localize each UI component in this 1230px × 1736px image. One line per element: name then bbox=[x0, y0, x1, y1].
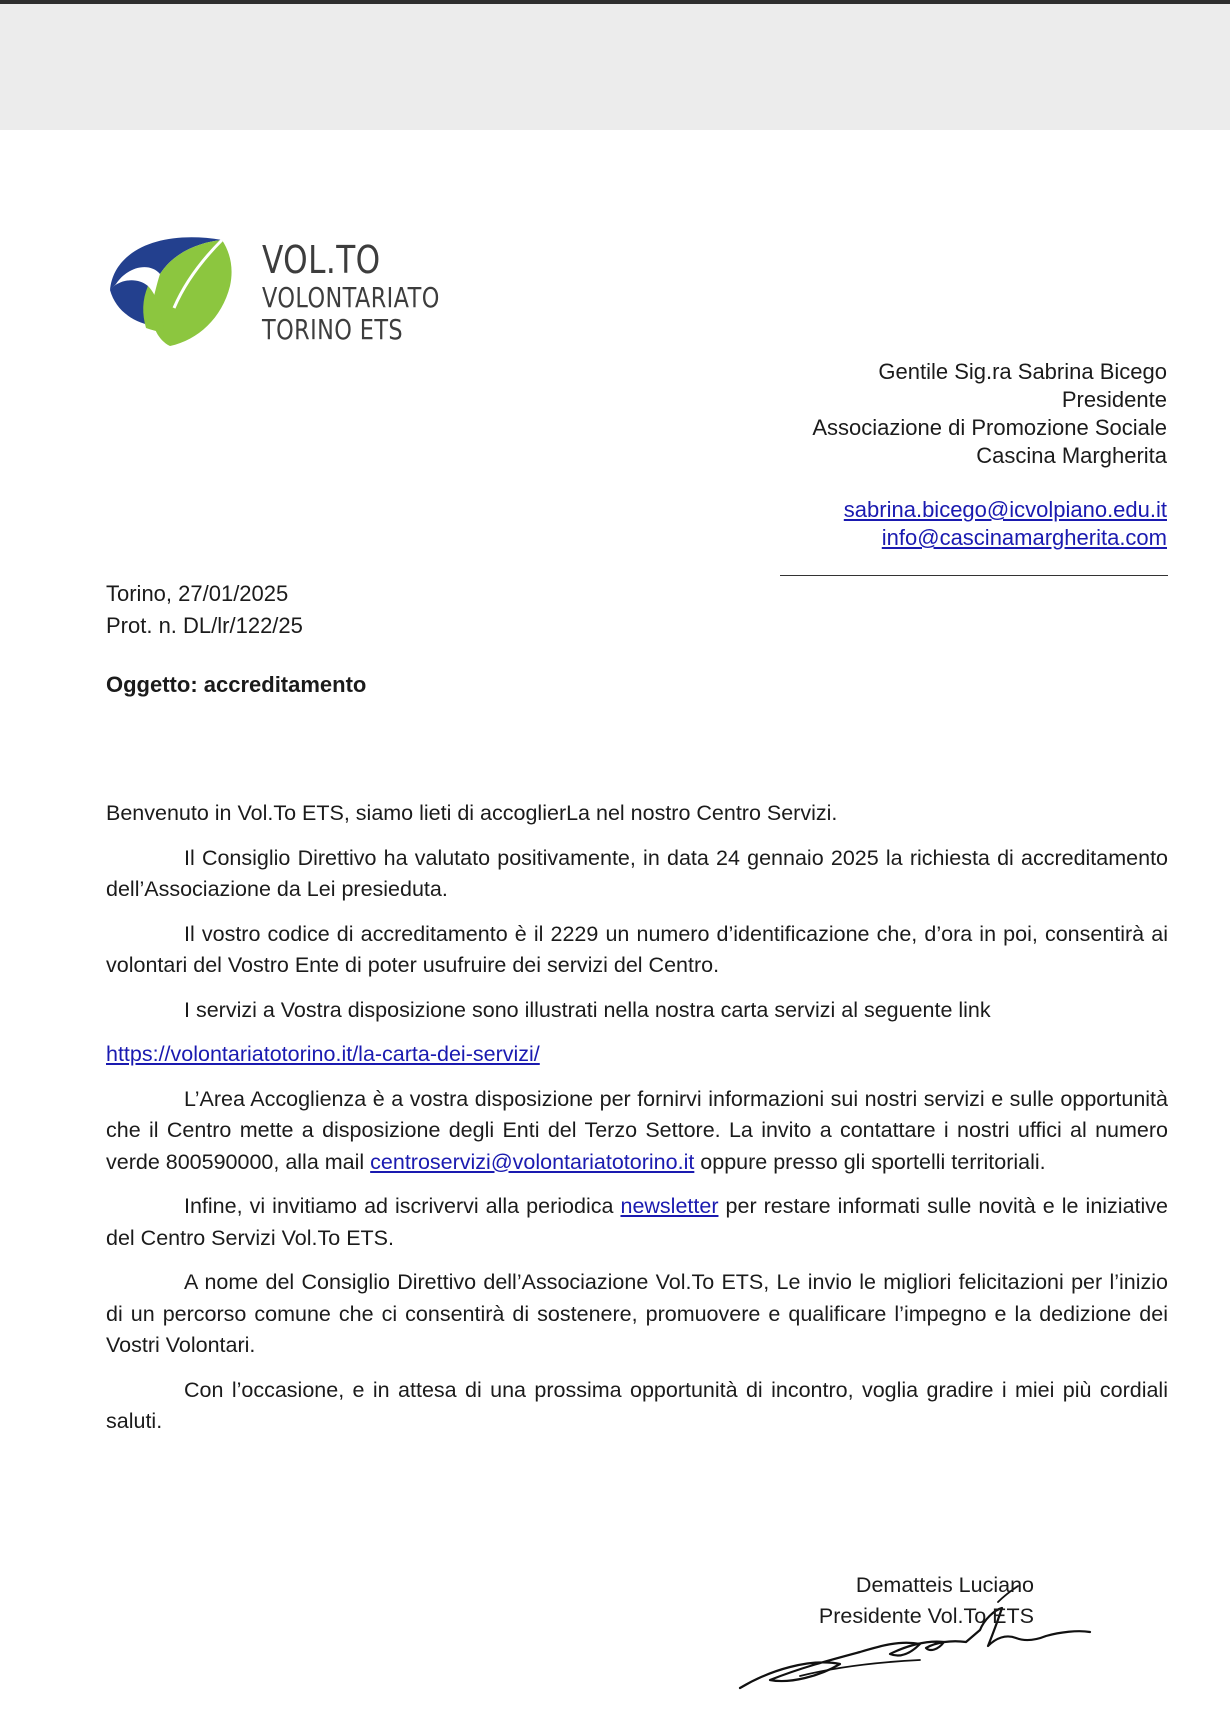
paragraph-newsletter bbox=[106, 1191, 1168, 1254]
centroservizi-email-link[interactable]: centroservizi@volontariatotorino.it bbox=[370, 1149, 695, 1174]
place-date: Torino, 27/01/2025 bbox=[106, 581, 289, 606]
protocol-number: Prot. n. DL/lr/122/25 bbox=[106, 613, 303, 638]
paragraph-reception-area bbox=[106, 1084, 1168, 1179]
paragraph-accreditation-code: Il vostro codice di accreditamento è il 2229 un numero d’identificazione che, d’ora in poi, consentirà ai volontari del Vostro Ente di poter usufruire dei servizi del Centro. bbox=[106, 921, 1168, 977]
recipient-association: Associazione di Promozione Sociale bbox=[812, 415, 1167, 440]
brand-wordmark bbox=[262, 238, 484, 346]
recipient-address bbox=[812, 358, 1167, 470]
paragraph-closing: Con l’occasione, e in attesa di una prossima opportunità di incontro, voglia gradire i miei più cordiali saluti. bbox=[106, 1377, 1168, 1433]
letter-subject: Oggetto: accreditamento bbox=[106, 672, 367, 697]
paragraph-newsletter-text: Infine, vi invitiamo ad iscrivervi alla periodica bbox=[184, 1194, 621, 1218]
paragraph-services: I servizi a Vostra disposizione sono illustrati nella nostra carta servizi al seguente link bbox=[184, 997, 991, 1022]
paragraph-congratulations: A nome del Consiglio Direttivo dell’Associazione Vol.To ETS, Le invio le migliori felicitazioni per l’inizio di un percorso comune che ci consentirà di sostenere, promuovere e qualificare l’impegno e la dedizione dei Vostri Volontari. bbox=[106, 1270, 1168, 1357]
recipient-organization: Cascina Margherita bbox=[976, 443, 1167, 468]
volto-logo-icon bbox=[104, 228, 240, 352]
paragraph-reception-text: L’Area Accoglienza è a vostra disposizione per fornirvi informazioni sui nostri servizi e sulle opportunità che il Centro mette a disposizione degli Enti del Terzo Settore. La invito a contattare i nostri uffici al numero verde 800590000, alla mail bbox=[106, 1086, 1168, 1174]
signatory-name: Dematteis Luciano bbox=[855, 1573, 1034, 1597]
brand-line-volontariato: VOLONTARIATO bbox=[262, 281, 440, 314]
services-charter-link[interactable]: https://volontariatotorino.it/la-carta-dei-servizi/ bbox=[106, 1042, 540, 1066]
paragraph-newsletter-tail: per restare informati sulle novità e le iniziative del Centro Servizi Vol.To ETS. bbox=[106, 1194, 1169, 1250]
signature-block bbox=[730, 1570, 1110, 1700]
letter-body bbox=[106, 798, 1168, 1451]
paragraph-board-decision: Il Consiglio Direttivo ha valutato positivamente, in data 24 gennaio 2025 la richiesta di accreditamento dell’Associazione da Lei presieduta. bbox=[106, 845, 1168, 901]
brand-name: VOL.TO bbox=[262, 238, 381, 282]
newsletter-link[interactable]: newsletter bbox=[620, 1194, 719, 1218]
organization-email-link[interactable]: info@cascinamargherita.com bbox=[881, 525, 1167, 550]
top-gray-band bbox=[0, 4, 1230, 130]
recipient-role: Presidente bbox=[1061, 387, 1167, 412]
paragraph-reception-tail: oppure presso gli sportelli territoriali. bbox=[694, 1149, 1046, 1174]
recipient-email-link[interactable]: sabrina.bicego@icvolpiano.edu.it bbox=[843, 497, 1167, 522]
services-link-line bbox=[106, 1039, 1168, 1071]
recipient-name: Gentile Sig.ra Sabrina Bicego bbox=[878, 359, 1167, 384]
signatory-title: Presidente Vol.To ETS bbox=[818, 1604, 1034, 1628]
letter-meta bbox=[106, 578, 303, 642]
recipient-divider bbox=[780, 575, 1168, 576]
brand-line-torino: TORINO ETS bbox=[262, 313, 404, 346]
recipient-emails bbox=[844, 496, 1167, 552]
paragraph-welcome: Benvenuto in Vol.To ETS, siamo lieti di accoglierLa nel nostro Centro Servizi. bbox=[106, 801, 838, 825]
